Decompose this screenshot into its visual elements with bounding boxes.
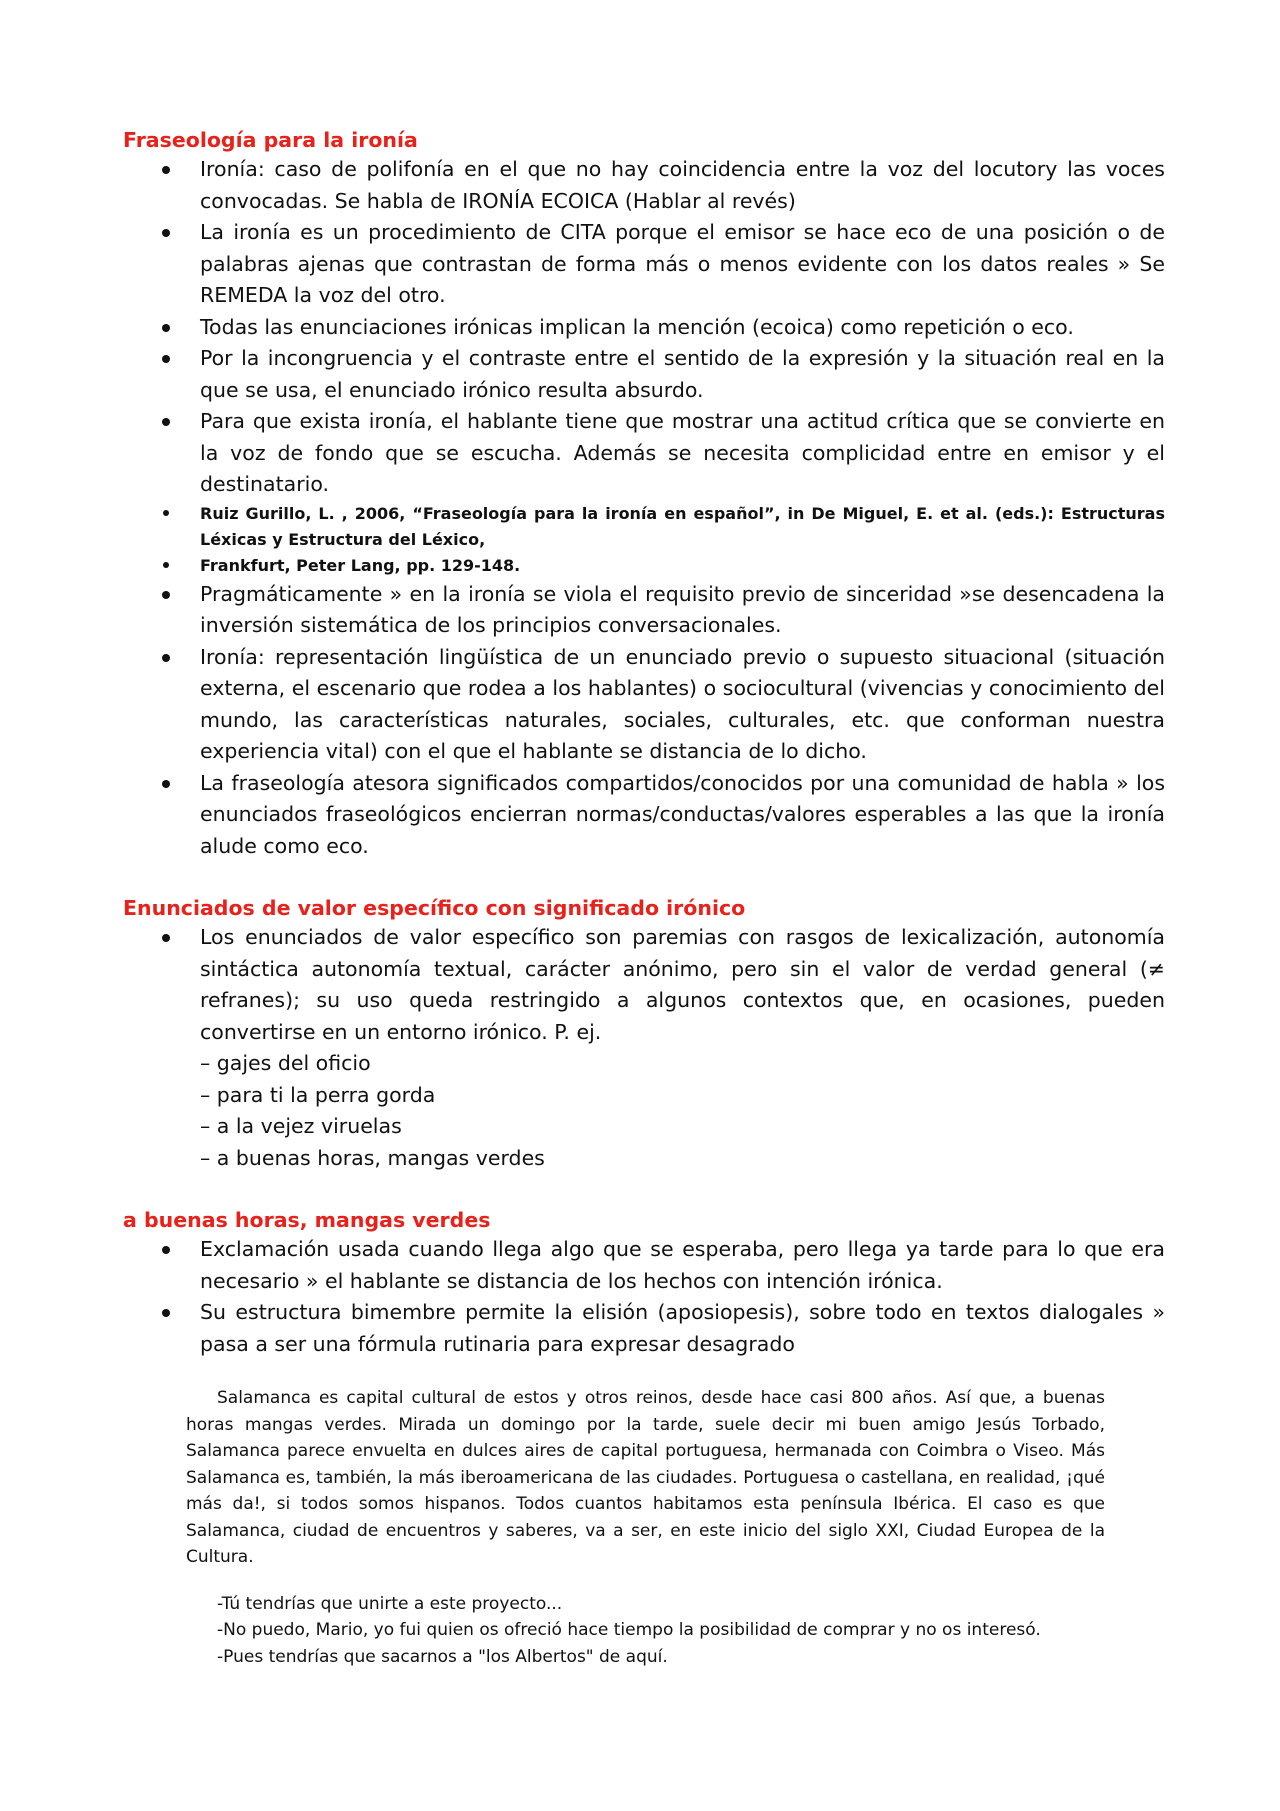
bullet-icon [163, 510, 169, 516]
bullet-icon [162, 591, 170, 599]
bullet-icon [162, 780, 170, 788]
list-item: Su estructura bimembre permite la elisión (aposiopesis), sobre todo en textos dialogales » pasa a ser una fórmula rutinaria para expresar desagrado [123, 1297, 1165, 1360]
bullet-icon [162, 229, 170, 237]
example-item: – a buenas horas, mangas verdes [200, 1145, 545, 1170]
list-item: Ironía: caso de polifonía en el que no hay coincidencia entre la voz del locutory las voces convocadas. Se habla de IRONÍA ECOICA (Hablar al revés) [123, 154, 1165, 217]
list-item: La ironía es un procedimiento de CITA porque el emisor se hace eco de una posición o de palabras ajenas que contrastan de forma más o menos evidente con los datos reales » Se REMEDA la voz del otro. [123, 217, 1165, 312]
spacer [123, 862, 1165, 894]
reference-item: Frankfurt, Peter Lang, pp. 129-148. [123, 553, 1165, 579]
list-item: Los enunciados de valor específico son paremias con rasgos de lexicalización, autonomía sintáctica autonomía textual, carácter anónimo, pero sin el valor de verdad general (≠ refranes); su uso queda restringido a algunos contextos que, en ocasiones, pueden convertirse en un entorno irónico. P. ej. [123, 922, 1165, 1048]
dialog-line: -Tú tendrías que unirte a este proyecto... [217, 1593, 563, 1614]
bullet-icon [162, 166, 170, 174]
quote-paragraph: Salamanca es capital cultural de estos y otros reinos, desde hace casi 800 años. Así que, a buenas horas mangas verdes. Mirada un domingo por la tarde, suele decir mi buen amigo Jesús Torbado, Salamanca parece envuelta en dulces aires de capital portuguesa, hermanada con Coimbra o Viseo. Más Salamanca es, también, la más iberoamericana de las ciudades. Portuguesa o castellana, en realidad, ¡qué más da!, si todos somos hispanos. Todos cuantos habitamos esta península Ibérica. El caso es que Salamanca, ciudad de encuentros y saberes, va a ser, en este inicio del siglo XXI, Ciudad Europea de la Cultura. [186, 1388, 1105, 1567]
list-item: Exclamación usada cuando llega algo que se esperaba, pero llega ya tarde para lo que era necesario » el hablante se distancia de los hechos con intención irónica. [123, 1234, 1165, 1297]
dialog-line: -Pues tendrías que sacarnos a "los Albertos" de aquí. [217, 1646, 668, 1667]
bullet-icon [162, 934, 170, 942]
list-item: La fraseología atesora significados compartidos/conocidos por una comunidad de habla » los enunciados fraseológicos encierran normas/conductas/valores esperables a las que la ironía alude como eco. [123, 768, 1165, 863]
document-page [123, 126, 1165, 1670]
section-heading-ironia: Fraseología para la ironía [123, 128, 418, 152]
list-item: Todas las enunciaciones irónicas implican la mención (ecoica) como repetición o eco. [123, 312, 1165, 344]
list-item: Para que exista ironía, el hablante tiene que mostrar una actitud crítica que se convierte en la voz de fondo que se escucha. Además se necesita complicidad entre en emisor y el destinatario. [123, 406, 1165, 501]
bullet-icon [162, 355, 170, 363]
bullet-icon [163, 562, 169, 568]
bullet-icon [162, 1246, 170, 1254]
example-item: – para ti la perra gorda [200, 1082, 436, 1107]
list-item: Ironía: representación lingüística de un enunciado previo o supuesto situacional (situación externa, el escenario que rodea a los hablantes) o sociocultural (vivencias y conocimiento del mundo, las características naturales, sociales, culturales, etc. que conforman nuestra experiencia vital) con el que el hablante se distancia de lo dicho. [123, 642, 1165, 768]
bullet-icon [162, 324, 170, 332]
section-heading-enunciados: Enunciados de valor específico con significado irónico [123, 896, 746, 920]
bullet-list-enunciados [123, 922, 1165, 1048]
dialog-line: -No puedo, Mario, yo fui quien os ofreció hace tiempo la posibilidad de comprar y no os interesó. [217, 1620, 1041, 1640]
list-item: Por la incongruencia y el contraste entre el sentido de la expresión y la situación real en la que se usa, el enunciado irónico resulta absurdo. [123, 343, 1165, 406]
reference-item: Ruiz Gurillo, L. , 2006, “Fraseología para la ironía en español”, in De Miguel, E. et al. (eds.): Estructuras Léxicas y Estructura del Léxico, [123, 501, 1165, 553]
section-heading-mangas-verdes: a buenas horas, mangas verdes [123, 1208, 491, 1232]
bullet-icon [162, 1309, 170, 1317]
bullet-icon [162, 418, 170, 426]
example-list [123, 1048, 1165, 1174]
bullet-list-mangas-verdes [123, 1234, 1165, 1360]
example-item: – gajes del oficio [200, 1051, 371, 1075]
dialog-excerpt [217, 1591, 1165, 1671]
example-item: – a la vejez viruelas [200, 1114, 402, 1138]
bullet-icon [162, 654, 170, 662]
spacer [123, 1174, 1165, 1206]
list-item: Pragmáticamente » en la ironía se viola el requisito previo de sinceridad »se desencadena la inversión sistemática de los principios conversacionales. [123, 579, 1165, 642]
bullet-list-ironia [123, 154, 1165, 862]
